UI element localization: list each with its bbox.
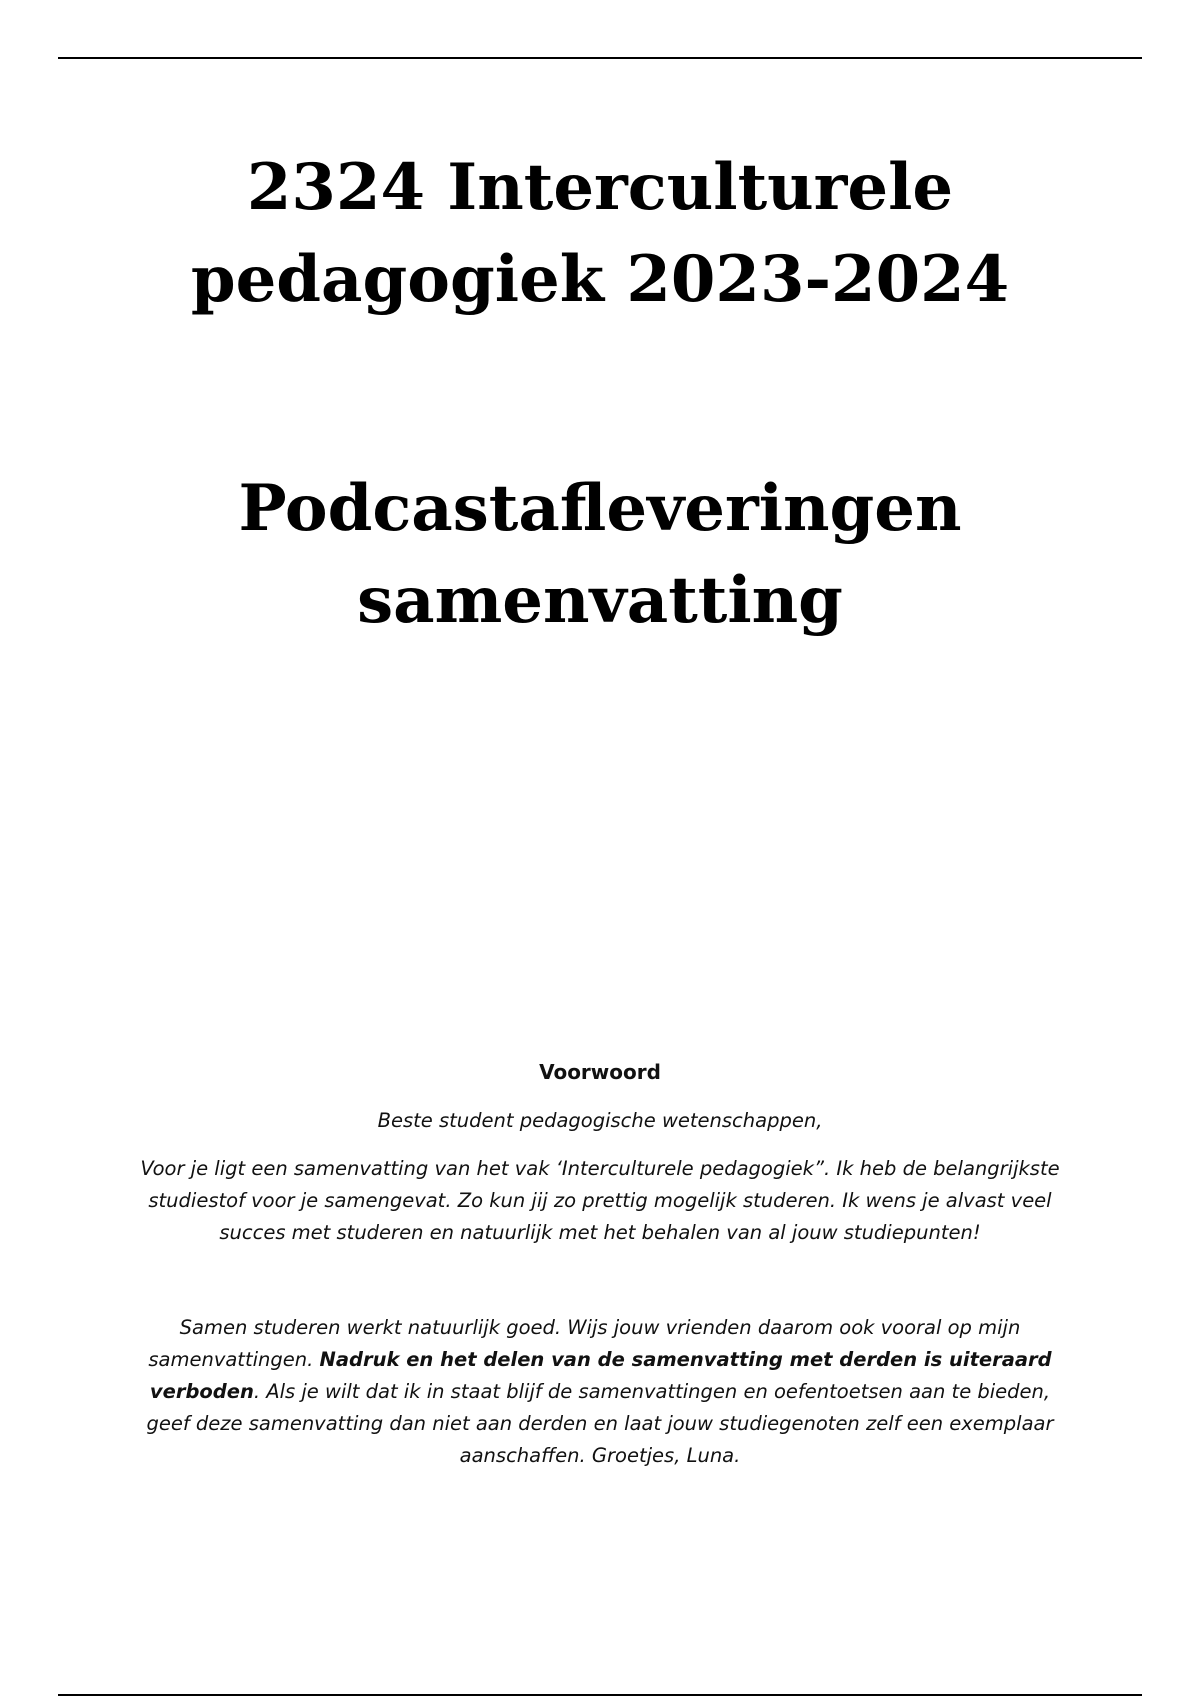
- preface-paragraph-1: [140, 1153, 1060, 1249]
- copyright-warning-text: Nadruk en het delen van de samenvatting met derden is uiteraard: [319, 1348, 1052, 1371]
- preface-paragraph-2-line-4: geef deze samenvatting dan niet aan derden en laat jouw studiegenoten zelf een exemplaar: [146, 1412, 1054, 1435]
- document-title-line-2: pedagogiek 2023-2024: [190, 242, 1010, 317]
- preface-paragraph-2-line-2-text: samenvattingen.: [148, 1348, 320, 1371]
- preface-paragraph-1-line-2: studiestof voor je samengevat. Zo kun jij zo prettig mogelijk studeren. Ik wens je alvast veel: [148, 1189, 1052, 1212]
- preface-paragraph-1-line-3: succes met studeren en natuurlijk met het behalen van al jouw studiepunten!: [219, 1221, 981, 1244]
- preface-paragraph-2-line-1: Samen studeren werkt natuurlijk goed. Wijs jouw vrienden daarom ook vooral op mijn: [179, 1316, 1021, 1339]
- preface-heading: Voorwoord: [539, 1060, 661, 1084]
- top-rule: [58, 57, 1142, 59]
- document-subtitle-line-2: samenvatting: [357, 563, 843, 638]
- preface-paragraph-2-line-3: [140, 1376, 1060, 1408]
- preface-paragraph-2-line-2: [140, 1344, 1060, 1376]
- preface-paragraph-2-line-5: aanschaffen. Groetjes, Luna.: [459, 1444, 741, 1467]
- preface-paragraph-1-line-1: Voor je ligt een samenvatting van het vak ‘Interculturele pedagogiek”. Ik heb de belangrijkste: [140, 1157, 1060, 1180]
- document-subtitle-line-1: Podcastafleveringen: [238, 471, 962, 546]
- copyright-warning-end: verboden: [149, 1380, 254, 1403]
- document-subtitle: [150, 463, 1050, 647]
- preface-paragraph-2: [140, 1312, 1060, 1472]
- bottom-rule: [58, 1694, 1142, 1696]
- document-title: [150, 142, 1050, 326]
- preface-paragraph-2-line-3-text: . Als je wilt dat ik in staat blijf de samenvattingen en oefentoetsen aan te bieden,: [253, 1380, 1051, 1403]
- preface-salutation: Beste student pedagogische wetenschappen,: [377, 1109, 823, 1132]
- document-title-line-1: 2324 Interculturele: [246, 150, 954, 225]
